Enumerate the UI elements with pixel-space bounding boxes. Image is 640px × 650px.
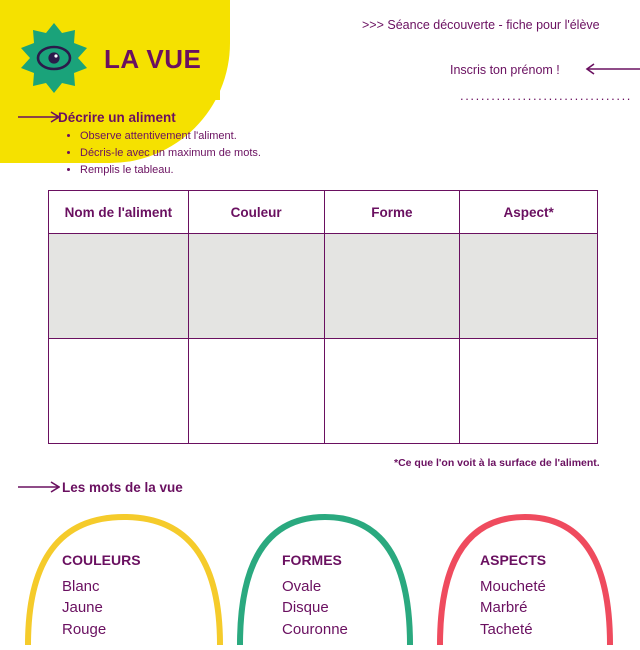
table-row [49, 234, 598, 339]
table-cell[interactable] [324, 234, 460, 339]
column-header-forme: Forme [324, 191, 460, 234]
section-title-decrire: Décrire un aliment [58, 110, 176, 125]
session-line: >>> Séance découverte - fiche pour l'élève [362, 18, 600, 32]
table-header-row [49, 191, 598, 234]
word-column-aspects [480, 552, 546, 640]
arrow-right-icon-mots [18, 480, 60, 494]
column-title-formes: FORMES [282, 552, 342, 568]
table-cell[interactable] [188, 339, 324, 444]
column-title-aspects: ASPECTS [480, 552, 547, 568]
arrow-right-icon [580, 62, 640, 76]
table-cell[interactable] [460, 234, 598, 339]
word-column-formes [282, 552, 348, 640]
word-item: Marbré [480, 599, 528, 617]
table-cell[interactable] [460, 339, 598, 444]
table-cell[interactable] [49, 234, 189, 339]
prenom-label: Inscris ton prénom ! [450, 63, 560, 77]
word-item: Jaune [62, 599, 103, 617]
column-title-couleurs: COULEURS [62, 552, 141, 568]
table-row [49, 339, 598, 444]
column-header-nom: Nom de l'aliment [49, 191, 189, 234]
word-item: Blanc [62, 578, 100, 595]
table-cell[interactable] [49, 339, 189, 444]
column-header-couleur: Couleur [188, 191, 324, 234]
list-item: • Observe attentivement l'aliment. [80, 128, 261, 145]
word-item: Couronne [282, 620, 348, 638]
table-footnote: *Ce que l'on voit à la surface de l'aliment. [394, 457, 600, 469]
word-column-couleurs [62, 552, 141, 640]
table-cell[interactable] [188, 234, 324, 339]
list-item: • Décris-le avec un maximum de mots. [80, 145, 261, 162]
word-item: Rouge [62, 620, 107, 638]
column-header-aspect: Aspect* [460, 191, 598, 234]
eye-star-icon [18, 22, 90, 94]
page-title: LA VUE [104, 44, 202, 74]
table-cell[interactable] [324, 339, 460, 444]
list-item: • Remplis le tableau. [80, 162, 261, 179]
aliment-table [48, 190, 598, 444]
arrow-right-icon-section [18, 110, 60, 124]
word-item: Tacheté [480, 620, 533, 638]
section-title-mots: Les mots de la vue [62, 480, 183, 495]
prenom-input-line[interactable]: ................................. [460, 88, 632, 103]
instruction-list [66, 128, 261, 179]
word-item: Disque [282, 599, 329, 617]
word-item: Ovale [282, 578, 322, 595]
word-item: Moucheté [480, 578, 546, 595]
